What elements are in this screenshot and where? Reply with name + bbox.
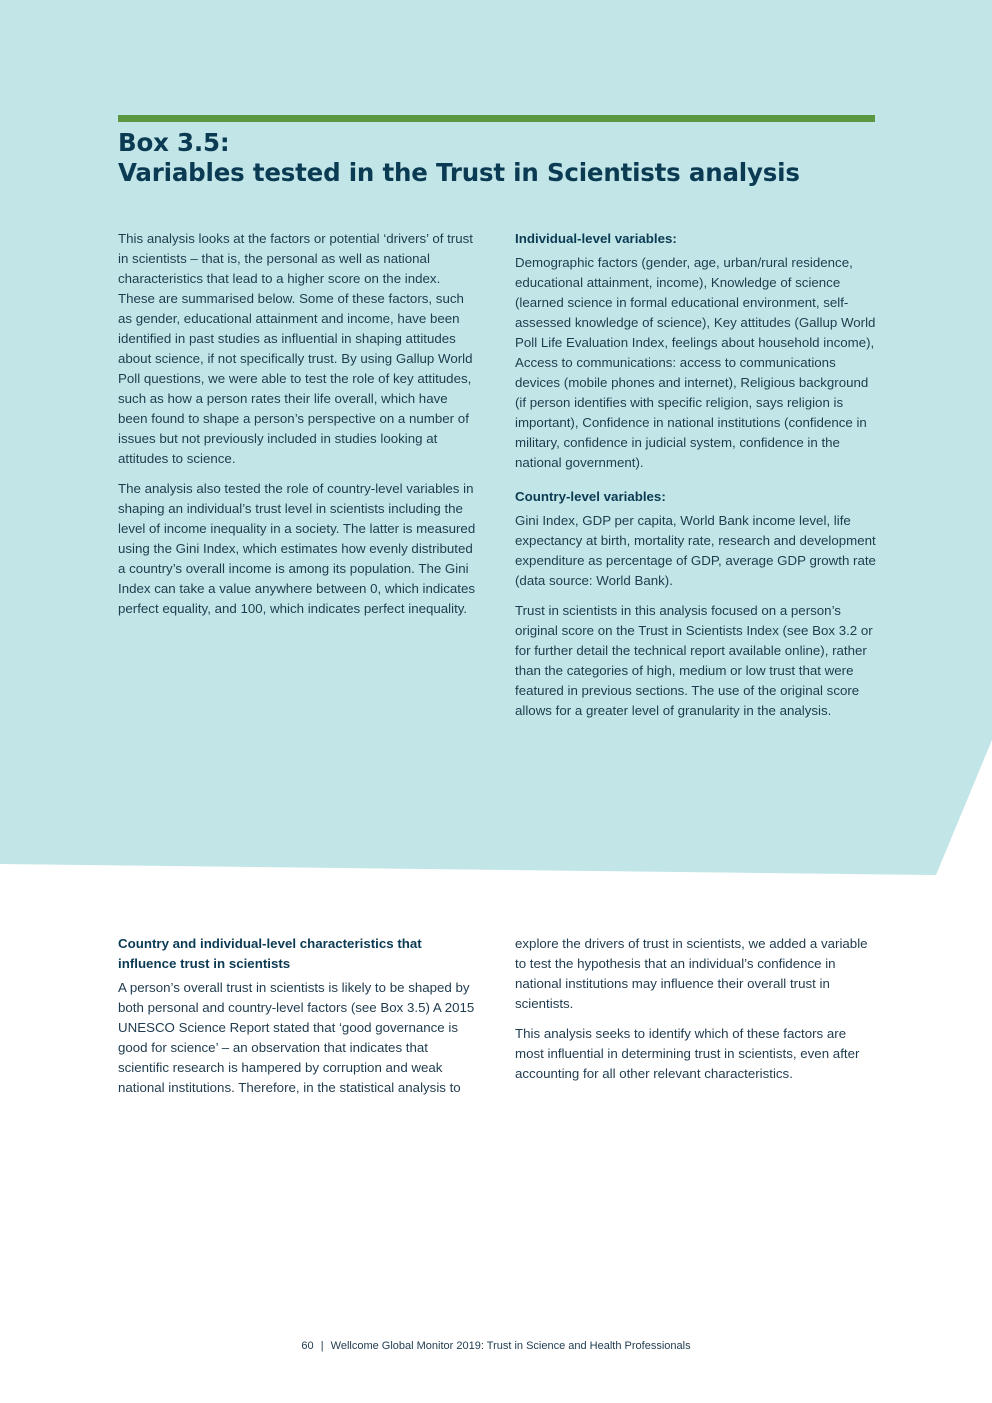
page-footer xyxy=(0,1338,992,1354)
box-closing-paragraph: Trust in scientists in this analysis focused on a person’s original score on the Trust in Scientists Index (see Box 3.2 or for further detail the technical report available online), rather than the categories of high, medium or low trust that were featured in previous sections. The use of the original score allows for a greater level of granularity in the analysis. xyxy=(515,603,873,718)
box-left-column xyxy=(118,229,480,629)
section-right-column xyxy=(515,934,877,1094)
footer-separator: | xyxy=(320,1340,324,1352)
section-heading: Country and individual-level characteristics that influence trust in scientists xyxy=(118,936,422,971)
individual-variables-heading: Individual-level variables: xyxy=(515,231,677,246)
section-paragraph: This analysis seeks to identify which of these factors are most influential in determining trust in scientists, even after accounting for all other relevant characteristics. xyxy=(515,1026,860,1081)
box-right-column xyxy=(515,229,877,731)
box-title-text: Variables tested in the Trust in Scientists analysis xyxy=(118,158,800,187)
section-left-column xyxy=(118,934,480,1108)
section-paragraph: explore the drivers of trust in scientists, we added a variable to test the hypothesis that an individual’s confidence in national institutions may influence their overall trust in scientists. xyxy=(515,936,868,1011)
box-label: Box 3.5: xyxy=(118,128,230,157)
accent-rule xyxy=(118,115,875,122)
box-paragraph: The analysis also tested the role of country-level variables in shaping an individual’s trust level in scientists including the level of income inequality in a society. The latter is measured using the Gini Index, which estimates how evenly distributed a country’s overall income is among its population. The Gini Index can take a value anywhere between 0, which indicates perfect equality, and 100, which indicates perfect inequality. xyxy=(118,481,476,616)
box-title xyxy=(118,128,878,188)
country-variables-heading: Country-level variables: xyxy=(515,489,666,504)
individual-variables-text: Demographic factors (gender, age, urban/rural residence, educational attainment, income), Knowledge of science (learned science in formal educational environment, self-assessed knowledge of science), Key attitudes (Gallup World Poll Life Evaluation Index, feelings about household income), Access to communications: access to communications devices (mobile phones and internet), Religious background (if person identifies with specific religion, says religion is important), Confidence in national institutions (confidence in military, confidence in judicial system, confidence in the national government). xyxy=(515,255,876,470)
country-variables-text: Gini Index, GDP per capita, World Bank income level, life expectancy at birth, mortality rate, research and development expenditure as percentage of GDP, average GDP growth rate (data source: World Bank). xyxy=(515,513,876,588)
section-paragraph: A person’s overall trust in scientists is likely to be shaped by both personal and country-level factors (see Box 3.5) A 2015 UNESCO Science Report stated that ‘good governance is good for science’ – an observation that indicates that scientific research is hampered by corruption and weak national institutions. Therefore, in the statistical analysis to xyxy=(118,980,475,1095)
box-paragraph: This analysis looks at the factors or potential ‘drivers’ of trust in scientists – that is, the personal as well as national characteristics that lead to a higher score on the index. These are summarised below. Some of these factors, such as gender, educational attainment and income, have been identified in past studies as influential in shaping attitudes about science, if not specifically trust. By using Gallup World Poll questions, we were able to test the role of key attitudes, such as how a person rates their life overall, which have been found to shape a person’s perspective on a number of issues but not previously included in studies looking at attitudes to science. xyxy=(118,231,473,466)
page-number: 60 xyxy=(301,1340,314,1352)
publication-title: Wellcome Global Monitor 2019: Trust in Science and Health Professionals xyxy=(330,1340,691,1352)
